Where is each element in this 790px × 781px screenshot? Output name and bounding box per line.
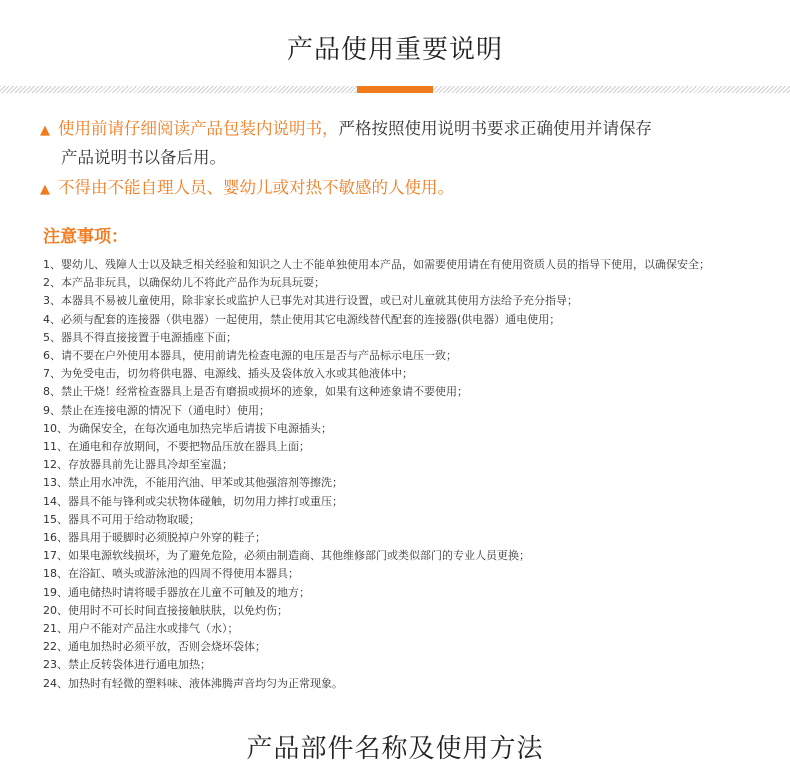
list-item: 5、器具不得直接接置于电源插座下面； bbox=[43, 330, 237, 344]
triangle-up-icon: ▲ bbox=[40, 182, 50, 197]
list-item: 12、存放器具前先让器具冷却至室温； bbox=[43, 458, 233, 472]
list-item: 1、婴幼儿、残障人士以及缺乏相关经验和知识之人士不能单独使用本产品，如需要使用请在有使用资质人员的指导下使用，以确保安全； bbox=[43, 258, 710, 271]
list-item: 4、必须与配套的连接器（供电器）一起使用，禁止使用其它电源线替代配套的连接器(供电器）通电使用； bbox=[43, 312, 561, 326]
list-item: 18、在浴缸、喷头或游泳池的四周不得使用本器具； bbox=[43, 567, 299, 581]
list-item: 22、通电加热时必须平放，否则会烧坏袋体； bbox=[43, 640, 266, 654]
list-item: 14、器具不能与锋利或尖状物体碰触，切勿用力摔打或重压； bbox=[43, 494, 343, 508]
warning-line-1 bbox=[40, 117, 652, 143]
warning-line-2 bbox=[40, 176, 454, 202]
notes-list bbox=[43, 256, 710, 693]
triangle-up-icon: ▲ bbox=[40, 123, 50, 138]
list-item: 24、加热时有轻微的塑料味、液体沸腾声音均匀为正常现象。 bbox=[43, 676, 343, 690]
list-item: 19、通电储热时请将暖手器放在儿童不可触及的地方； bbox=[43, 585, 310, 599]
list-item: 6、请不要在户外使用本器具，使用前请先检查电源的电压是否与产品标示电压一致； bbox=[43, 349, 457, 363]
notes-heading: 注意事项： bbox=[43, 227, 128, 247]
title-accent-bar bbox=[357, 86, 433, 93]
list-item: 8、禁止干烧！经常检查器具上是否有磨损或损坏的迹象，如果有这种迹象请不要使用； bbox=[43, 385, 468, 399]
list-item: 9、禁止在连接电源的情况下（通电时）使用； bbox=[43, 403, 270, 417]
list-item: 21、用户不能对产品注水或排气（水）； bbox=[43, 622, 239, 636]
list-item: 3、本器具不易被儿童使用，除非家长或监护人已事先对其进行设置，或已对儿童就其使用方法给予充分指导； bbox=[43, 294, 578, 308]
list-item: 11、在通电和存放期间，不要把物品压放在器具上面； bbox=[43, 440, 310, 454]
list-item: 20、使用时不可长时间直接接触肤肤，以免灼伤； bbox=[43, 603, 288, 617]
warning-1-dark-text: 严格按照使用说明书要求正确使用并请保存 bbox=[338, 119, 652, 138]
list-item: 7、为免受电击，切勿将供电器、电源线、插头及袋体放入水或其他液体中； bbox=[43, 367, 413, 381]
list-item: 2、本产品非玩具，以确保幼儿不将此产品作为玩具玩耍； bbox=[43, 276, 325, 290]
section-title-parts: 产品部件名称及使用方法 bbox=[246, 734, 544, 764]
warning-2-orange-text: 不得由不能自理人员、婴幼儿或对热不敏感的人使用。 bbox=[58, 178, 454, 197]
list-item: 16、器具用于暖脚时必须脱掉户外穿的鞋子； bbox=[43, 531, 266, 545]
page-title: 产品使用重要说明 bbox=[286, 35, 503, 65]
list-item: 13、禁止用水冲洗，不能用汽油、甲苯或其他强溶剂等擦洗； bbox=[43, 476, 343, 490]
warning-1-continuation: 产品说明书以备后用。 bbox=[61, 148, 226, 167]
list-item: 17、如果电源软线损坏，为了避免危险，必须由制造商、其他维修部门或类似部门的专业人员更换； bbox=[43, 549, 530, 563]
list-item: 10、为确保安全，在每次通电加热完毕后请拔下电源插头； bbox=[43, 421, 332, 435]
warning-1-orange-text: 使用前请仔细阅读产品包装内说明书， bbox=[58, 119, 339, 138]
list-item: 15、器具不可用于给动物取暖； bbox=[43, 512, 200, 526]
list-item: 23、禁止反转袋体进行通电加热； bbox=[43, 658, 211, 672]
